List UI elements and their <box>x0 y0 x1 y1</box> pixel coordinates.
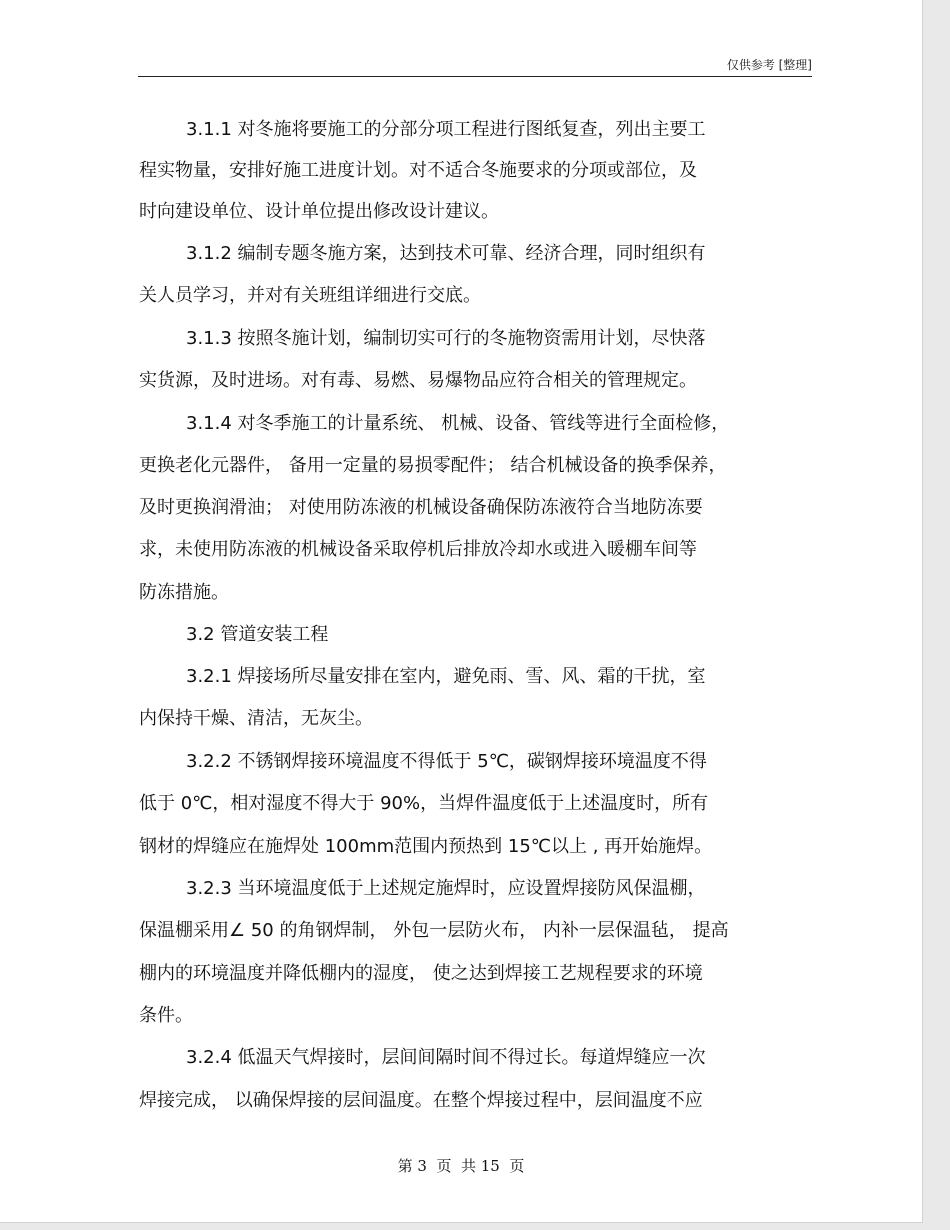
paragraph-line: 内保持干燥、清洁，无灰尘。 <box>139 708 373 729</box>
paragraph-line: 更换老化元器件， 备用一定量的易损零配件； 结合机械设备的换季保养， <box>139 455 727 476</box>
paragraph-line: 时向建设单位、设计单位提出修改设计建议。 <box>139 201 499 222</box>
paragraph-line: 钢材的焊缝应在施焊处 100mm范围内预热到 15℃以上 , 再开始施焊。 <box>139 836 713 857</box>
paragraph-line: 保温棚采用∠ 50 的角钢焊制， 外包一层防火布， 内补一层保温毡， 提高 <box>139 920 729 941</box>
header-note: 仅供参考 [整理] <box>726 58 812 72</box>
paragraph-line: 3.2.4 低温天气焊接时，层间间隔时间不得过长。每道焊缝应一次 <box>186 1047 706 1068</box>
paragraph-line: 实货源，及时进场。对有毒、易燃、易爆物品应符合相关的管理规定。 <box>139 370 697 391</box>
section-heading: 3.2 管道安装工程 <box>186 624 329 645</box>
page-number-footer: 第 3 页 共 15 页 <box>397 1157 525 1175</box>
paragraph-line: 棚内的环境温度并降低棚内的湿度， 使之达到焊接工艺规程要求的环境 <box>139 963 703 984</box>
header-rule <box>138 76 812 77</box>
paragraph-line: 条件。 <box>139 1005 193 1026</box>
paragraph-line: 3.1.1 对冬施将要施工的分部分项工程进行图纸复查，列出主要工 <box>186 119 706 140</box>
paragraph-line: 低于 0℃，相对湿度不得大于 90%，当焊件温度低于上述温度时，所有 <box>139 793 709 814</box>
paragraph-line: 及时更换润滑油； 对使用防冻液的机械设备确保防冻液符合当地防冻要 <box>139 497 703 518</box>
paragraph-line: 3.1.3 按照冬施计划，编制切实可行的冬施物资需用计划，尽快落 <box>186 328 706 349</box>
paragraph-line: 3.1.4 对冬季施工的计量系统、 机械、设备、管线等进行全面检修， <box>186 413 730 434</box>
paragraph-line: 3.2.2 不锈钢焊接环境温度不得低于 5℃，碳钢焊接环境温度不得 <box>186 751 707 772</box>
paragraph-line: 关人员学习，并对有关班组详细进行交底。 <box>139 285 481 306</box>
paragraph-line: 3.1.2 编制专题冬施方案，达到技术可靠、经济合理，同时组织有 <box>186 243 706 264</box>
paragraph-line: 程实物量，安排好施工进度计划。对不适合冬施要求的分项或部位，及 <box>139 160 697 181</box>
paragraph-line: 3.2.1 焊接场所尽量安排在室内，避免雨、雪、风、霜的干扰，室 <box>186 666 706 687</box>
paragraph-line: 求，未使用防冻液的机械设备采取停机后排放冷却水或进入暖棚车间等 <box>139 539 697 560</box>
paragraph-line: 防冻措施。 <box>139 582 229 603</box>
paragraph-line: 焊接完成， 以确保焊接的层间温度。在整个焊接过程中，层间温度不应 <box>139 1090 703 1111</box>
paragraph-line: 3.2.3 当环境温度低于上述规定施焊时，应设置焊接防风保温棚， <box>186 878 706 899</box>
